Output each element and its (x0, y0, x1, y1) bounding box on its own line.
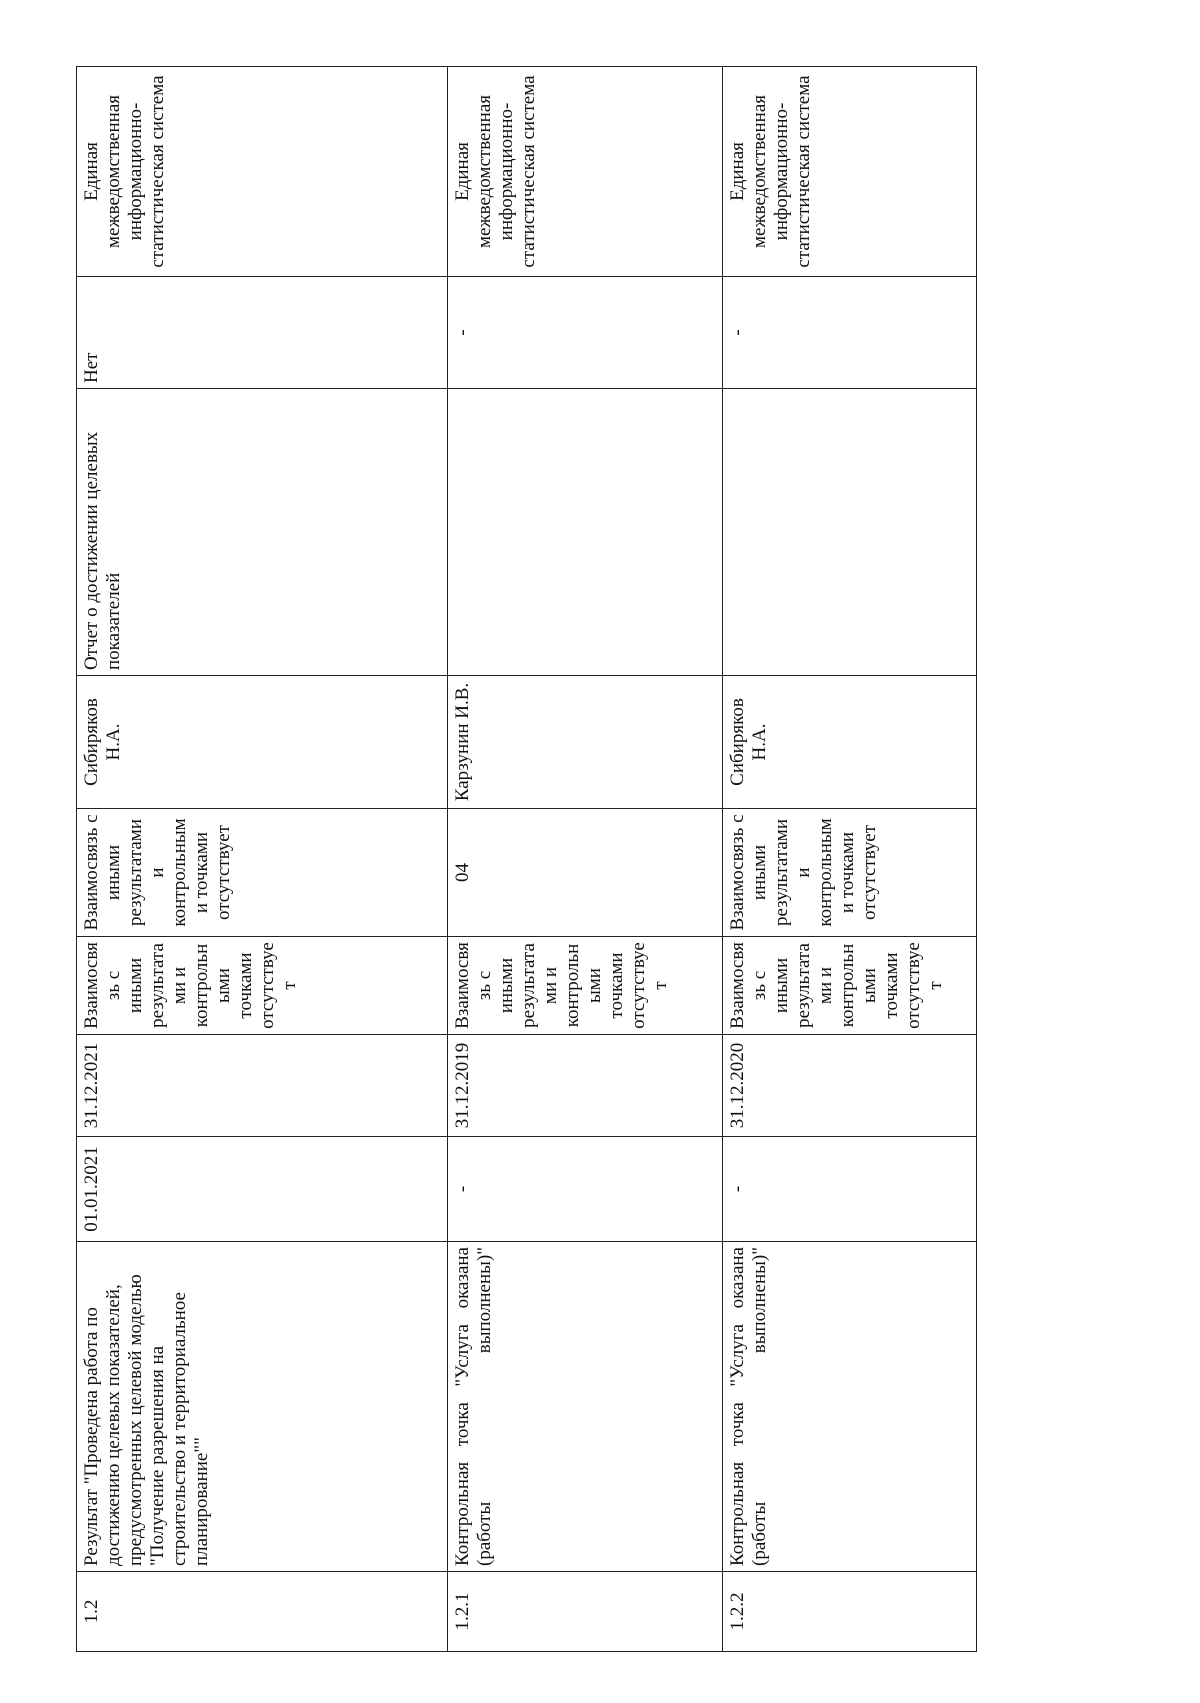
level-of-control: - (448, 277, 723, 389)
start-date: - (448, 1137, 723, 1242)
result-name: Контрольная точка "Услуга оказана (работы выполнены)" (723, 1242, 977, 1572)
row-number: 1.2.1 (448, 1572, 723, 1652)
row-number: 1.2 (77, 1572, 448, 1652)
table-row (723, 67, 977, 1652)
relation-link: 04 (448, 809, 723, 937)
document-type (723, 389, 977, 676)
relation-type: Взаимосвязь с иными результатами и контрольными точками отсутствует (448, 937, 723, 1035)
end-date: 31.12.2020 (723, 1035, 977, 1137)
result-name: Результат "Проведена работа по достижению целевых показателей, предусмотренных целевой моделью "Получение разрешения на строительство и территориальное планирование"" (77, 1242, 448, 1572)
document-type (448, 389, 723, 676)
end-date: 31.12.2019 (448, 1035, 723, 1137)
table-row (77, 67, 448, 1652)
start-date: 01.01.2021 (77, 1137, 448, 1242)
document-type: Отчет о достижении целевых показателей (77, 389, 448, 676)
start-date: - (723, 1137, 977, 1242)
information-system: Единая межведомственная информационно-статистическая система (723, 67, 977, 277)
table-row (448, 67, 723, 1652)
result-name: Контрольная точка "Услуга оказана (работы выполнены)" (448, 1242, 723, 1572)
information-system: Единая межведомственная информационно-статистическая система (77, 67, 448, 277)
level-of-control: - (723, 277, 977, 389)
responsible-person: Сибиряков Н.А. (77, 676, 448, 809)
end-date: 31.12.2021 (77, 1035, 448, 1137)
level-of-control: Нет (77, 277, 448, 389)
relation-link: Взаимосвязь с иными результатами и контрольными точками отсутствует (77, 809, 448, 937)
relation-link: Взаимосвязь с иными результатами и контрольными точками отсутствует (723, 809, 977, 937)
relation-type: Взаимосвязь с иными результатами и контрольными точками отсутствует (77, 937, 448, 1035)
row-number: 1.2.2 (723, 1572, 977, 1652)
information-system: Единая межведомственная информационно-статистическая система (448, 67, 723, 277)
control-points-table (76, 66, 977, 1652)
responsible-person: Карзунин И.В. (448, 676, 723, 809)
relation-type: Взаимосвязь с иными результатами и контрольными точками отсутствует (723, 937, 977, 1035)
rotated-table-wrapper (76, 67, 976, 1652)
responsible-person: Сибиряков Н.А. (723, 676, 977, 809)
